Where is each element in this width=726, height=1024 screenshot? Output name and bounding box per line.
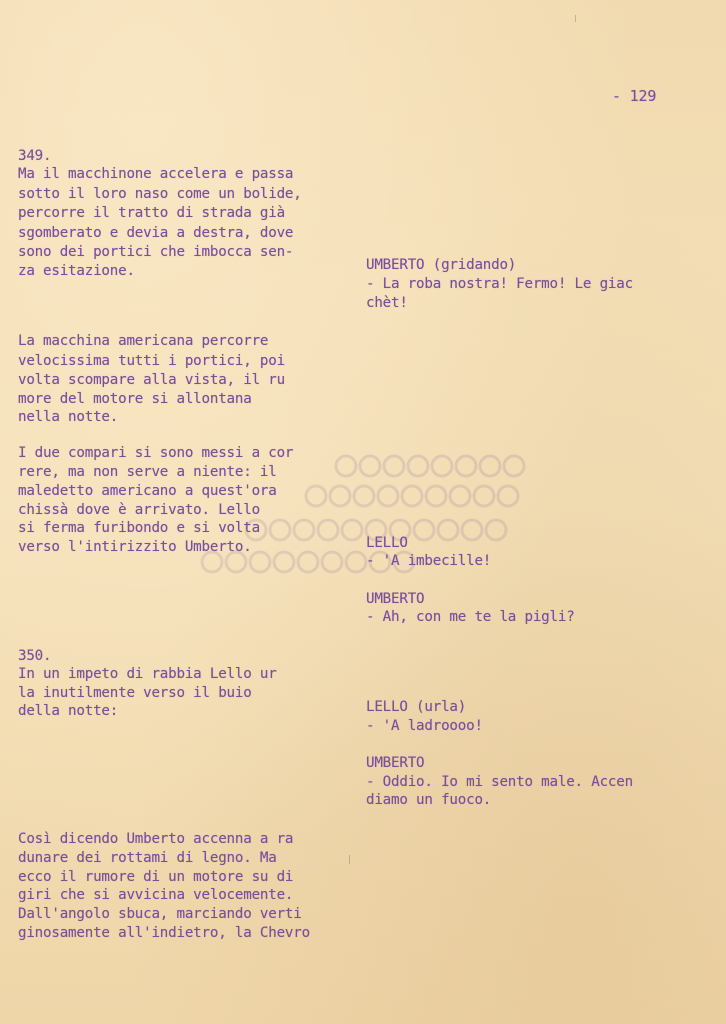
dialogue-2-line-1: - 'A imbecille! xyxy=(366,553,492,569)
compari-paragraph-line-3: maledetto americano a quest'ora xyxy=(18,483,277,499)
compari-paragraph-line-5: si ferma furibondo e si volta xyxy=(18,520,260,536)
car-paragraph-line-2: velocissima tutti i portici, poi xyxy=(18,353,285,369)
dialogue-1-line-2: chèt! xyxy=(366,295,408,311)
shot-349-line-5: sono dei portici che imbocca sen- xyxy=(18,244,294,260)
shot-number-350: 350. xyxy=(18,648,52,664)
shot-349-line-2: sotto il loro naso come un bolide, xyxy=(18,186,302,202)
shot-number-349: 349. xyxy=(18,148,52,164)
speaker-umberto-gridando: UMBERTO (gridando) xyxy=(366,257,517,273)
margin-tick-mark xyxy=(349,855,350,864)
dialogue-5-line-2: diamo un fuoco. xyxy=(366,792,492,808)
umberto-paragraph-line-6: ginosamente all'indietro, la Chevro xyxy=(18,925,310,941)
shot-349-line-3: percorre il tratto di strada già xyxy=(18,205,285,221)
dialogue-5-line-1: - Oddio. Io mi sento male. Accen xyxy=(366,774,633,790)
page-number: - 129 xyxy=(612,87,657,105)
shot-349-line-6: za esitazione. xyxy=(18,263,135,279)
dialogue-1-line-1: - La roba nostra! Fermo! Le giac xyxy=(366,276,633,292)
speaker-umberto-2: UMBERTO xyxy=(366,591,425,607)
umberto-paragraph-line-4: giri che si avvicina velocemente. xyxy=(18,887,294,903)
speaker-lello-urla: LELLO (urla) xyxy=(366,699,467,715)
margin-tick-mark xyxy=(575,15,576,22)
shot-350-line-3: della notte: xyxy=(18,703,119,719)
umberto-paragraph-line-5: Dall'angolo sbuca, marciando verti xyxy=(18,906,302,922)
car-paragraph-line-4: more del motore si allontana xyxy=(18,391,252,407)
compari-paragraph-line-2: rere, ma non serve a niente: il xyxy=(18,464,277,480)
umberto-paragraph-line-3: ecco il rumore di un motore su di xyxy=(18,869,294,885)
shot-349-line-4: sgomberato e devia a destra, dove xyxy=(18,225,294,241)
shot-350-line-2: la inutilmente verso il buio xyxy=(18,685,252,701)
umberto-paragraph-line-2: dunare dei rottami di legno. Ma xyxy=(18,850,277,866)
shot-349-line-1: Ma il macchinone accelera e passa xyxy=(18,166,294,182)
speaker-lello: LELLO xyxy=(366,535,408,551)
car-paragraph-line-3: volta scompare alla vista, il ru xyxy=(18,372,285,388)
compari-paragraph-line-4: chissà dove è arrivato. Lello xyxy=(18,502,260,518)
speaker-umberto-3: UMBERTO xyxy=(366,755,425,771)
dialogue-3-line-1: - Ah, con me te la pigli? xyxy=(366,609,575,625)
car-paragraph-line-1: La macchina americana percorre xyxy=(18,333,269,349)
car-paragraph-line-5: nella notte. xyxy=(18,409,119,425)
compari-paragraph-line-1: I due compari si sono messi a cor xyxy=(18,445,294,461)
dialogue-4-line-1: - 'A ladroooo! xyxy=(366,718,483,734)
shot-350-line-1: In un impeto di rabbia Lello ur xyxy=(18,666,277,682)
compari-paragraph-line-6: verso l'intirizzito Umberto. xyxy=(18,539,252,555)
umberto-paragraph-line-1: Così dicendo Umberto accenna a ra xyxy=(18,831,294,847)
